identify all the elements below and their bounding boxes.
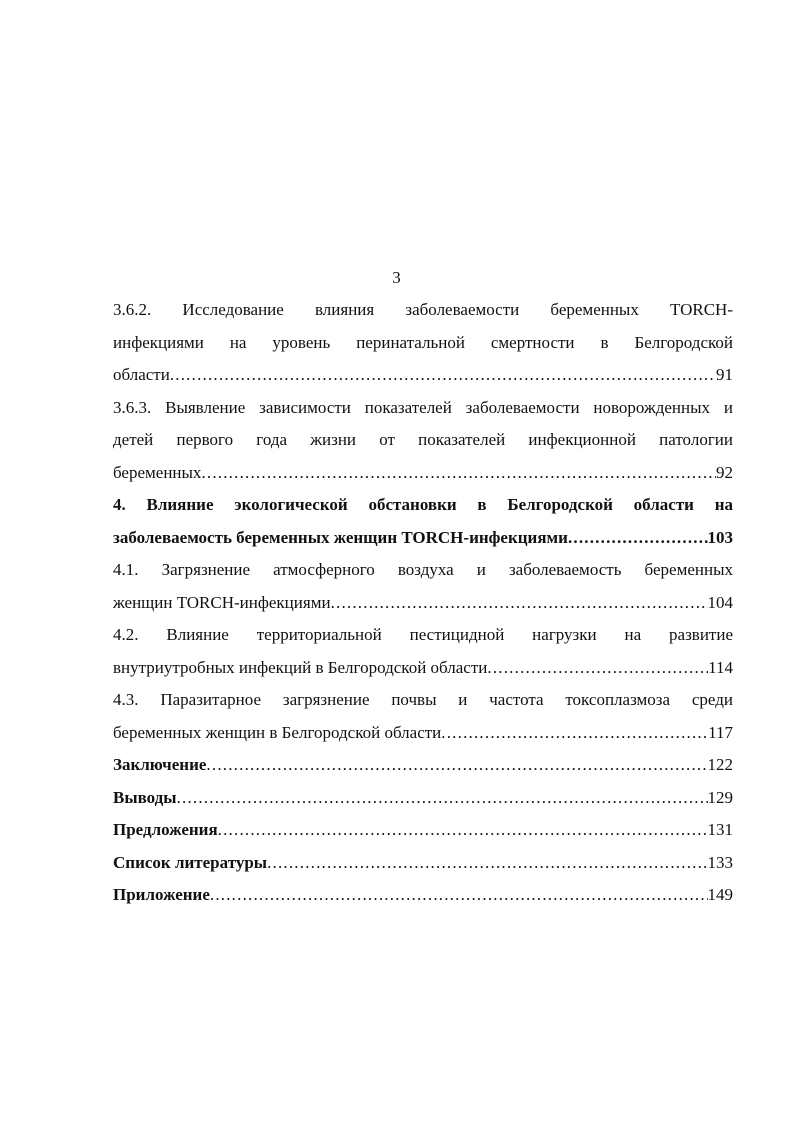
toc-entry-line: 3.6.3. Выявление зависимости показателей заболеваемости новорожденных и — [113, 397, 733, 417]
toc-page-ref: 149 — [707, 885, 733, 904]
dot-leader — [487, 652, 708, 685]
toc-page-ref: 131 — [707, 820, 733, 839]
toc-entry-line: области — [113, 365, 170, 384]
toc-entry-references — [113, 847, 733, 880]
toc-entry-line: беременных женщин в Белгородской области — [113, 722, 442, 742]
toc-entry-last-line — [113, 814, 733, 847]
toc-entry-conclusion — [113, 749, 733, 782]
toc-page-ref: 117 — [708, 722, 733, 742]
toc-entry-title: Заключение — [113, 755, 207, 774]
toc-entry-line: детей первого года жизни от показателей инфекционной патологии — [113, 430, 733, 449]
toc-entry-4-3 — [113, 684, 733, 749]
toc-entry-line: 3.6.2. Исследование влияния заболеваемости беременных TORCH- — [113, 300, 733, 319]
toc-entry-line: инфекциями на уровень перинатальной смертности в Белгородской — [113, 332, 733, 352]
toc-entry-4-1 — [113, 554, 733, 619]
toc-entry-line: женщин TORCH-инфекциями — [113, 592, 331, 612]
toc-entry-3-6-3 — [113, 392, 733, 490]
dot-leader — [210, 879, 708, 912]
toc-entry-findings — [113, 782, 733, 815]
dot-leader — [206, 749, 707, 782]
toc-entry-title: Приложение — [113, 885, 210, 904]
toc-entry-last-line — [113, 652, 733, 685]
dot-leader — [441, 717, 708, 750]
toc-entry-last-line — [113, 359, 733, 392]
toc-page-ref: 91 — [716, 365, 733, 384]
toc-entry-line: 4.2. Влияние территориальной пестицидной нагрузки на развитие — [113, 625, 733, 644]
toc-entry-last-line — [113, 847, 733, 880]
toc-entry-title: Список литературы — [113, 852, 268, 872]
toc-entry-4 — [113, 489, 733, 554]
toc-entry-line: заболеваемость беременных женщин TORCH-инфекциями — [113, 527, 568, 547]
dot-leader — [201, 457, 716, 490]
toc-entry-line: 4. Влияние экологической обстановки в Белгородской области на — [113, 495, 733, 514]
toc-page-ref: 122 — [707, 755, 733, 774]
toc-entry-last-line — [113, 782, 733, 815]
page-number: 3 — [392, 268, 401, 287]
toc-entry-last-line — [113, 457, 733, 490]
toc-entry-title: Выводы — [113, 787, 177, 807]
toc-entry-appendix — [113, 879, 733, 912]
toc-entry-last-line — [113, 749, 733, 782]
toc-page-ref: 114 — [708, 657, 733, 677]
toc-page-ref: 103 — [707, 527, 733, 547]
toc-entry-line: внутриутробных инфекций в Белгородской области — [113, 657, 488, 677]
toc-entry-line: беременных — [113, 462, 202, 482]
toc-page-ref: 104 — [707, 592, 733, 612]
toc-entry-proposals — [113, 814, 733, 847]
toc-page-ref: 133 — [707, 852, 733, 872]
toc-entry-title: Предложения — [113, 820, 218, 839]
dot-leader — [267, 847, 707, 880]
toc-entry-line: 4.3. Паразитарное загрязнение почвы и частота токсоплазмоза среди — [113, 690, 733, 709]
toc-entry-line: 4.1. Загрязнение атмосферного воздуха и заболеваемость беременных — [113, 560, 733, 579]
dot-leader — [331, 587, 708, 620]
table-of-contents — [113, 294, 733, 912]
dot-leader — [170, 359, 716, 392]
toc-entry-last-line — [113, 587, 733, 620]
toc-entry-last-line — [113, 522, 733, 555]
toc-entry-last-line — [113, 879, 733, 912]
dot-leader — [568, 522, 708, 555]
dot-leader — [177, 782, 708, 815]
dot-leader — [218, 814, 708, 847]
toc-entry-last-line — [113, 717, 733, 750]
toc-entry-4-2 — [113, 619, 733, 684]
toc-page-ref: 92 — [716, 462, 733, 482]
toc-page-ref: 129 — [707, 787, 733, 807]
toc-entry-3-6-2 — [113, 294, 733, 392]
